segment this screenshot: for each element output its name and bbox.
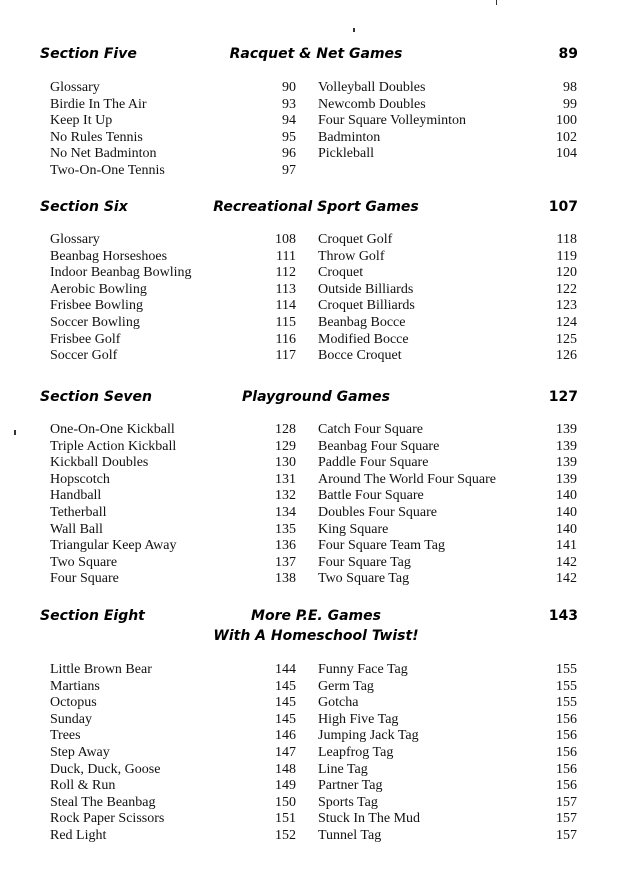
toc-row: [50, 472, 577, 489]
section-page-number: 89: [558, 46, 578, 62]
entry-title: Gotcha: [318, 695, 359, 711]
entry-page-number: 93: [282, 96, 296, 112]
toc-row: [50, 522, 577, 539]
entry-title: King Square: [318, 521, 389, 537]
entry-page-number: 155: [556, 662, 577, 677]
entry-page-number: 155: [556, 678, 577, 694]
entry-page-number: 151: [275, 811, 296, 827]
toc-row: [50, 455, 577, 472]
entry-page-number: 139: [556, 438, 577, 454]
entry-page-number: 97: [282, 162, 296, 178]
entry-page-number: 128: [275, 422, 296, 437]
entry-page-number: 123: [556, 298, 577, 314]
entry-title: Volleyball Doubles: [318, 80, 426, 95]
entry-page-number: 125: [556, 331, 577, 347]
entry-list: [50, 422, 577, 588]
entry-title: Soccer Bowling: [50, 314, 140, 330]
section-header: [40, 196, 578, 218]
section-title: Playground Games: [242, 389, 390, 405]
entry-title: Beanbag Four Square: [318, 438, 440, 454]
toc-row: [50, 113, 577, 130]
entry-title: Modified Bocce: [318, 331, 409, 347]
section-label: Section Seven: [40, 389, 152, 405]
entry-title: Partner Tag: [318, 778, 383, 794]
toc-row: [50, 679, 577, 696]
entry-page-number: 117: [275, 348, 296, 364]
toc-row: [50, 298, 577, 315]
entry-title: Croquet Billiards: [318, 298, 415, 314]
entry-page-number: 155: [556, 695, 577, 711]
section-header: [40, 386, 578, 408]
section-page-number: 143: [548, 608, 578, 624]
entry-page-number: 95: [282, 129, 296, 145]
entry-title: Rock Paper Scissors: [50, 811, 165, 827]
entry-title: Badminton: [318, 129, 381, 145]
entry-page-number: 108: [275, 232, 296, 247]
entry-page-number: 150: [275, 794, 296, 810]
toc-row: [50, 332, 577, 349]
toc-row: [50, 97, 577, 114]
entry-page-number: 102: [556, 129, 577, 145]
toc-row: [50, 538, 577, 555]
entry-page-number: 156: [556, 778, 577, 794]
entry-title: Line Tag: [318, 761, 368, 777]
entry-title: Little Brown Bear: [50, 662, 152, 677]
entry-page-number: 137: [275, 554, 296, 570]
entry-page-number: 122: [556, 281, 577, 297]
entry-title: Beanbag Horseshoes: [50, 248, 168, 264]
entry-page-number: 135: [275, 521, 296, 537]
entry-title: Indoor Beanbag Bowling: [50, 265, 192, 281]
entry-title: Paddle Four Square: [318, 455, 429, 471]
entry-page-number: 120: [556, 265, 577, 281]
entry-title: Around The World Four Square: [318, 471, 497, 487]
entry-page-number: 146: [275, 728, 296, 744]
entry-title: Kickball Doubles: [50, 455, 149, 471]
entry-title: One-On-One Kickball: [50, 422, 175, 437]
entry-page-number: 90: [282, 80, 296, 95]
entry-page-number: 139: [556, 471, 577, 487]
section-label: Section Five: [40, 46, 137, 62]
entry-page-number: 145: [275, 711, 296, 727]
entry-page-number: 139: [556, 455, 577, 471]
entry-title: Croquet: [318, 265, 364, 281]
entry-title: Soccer Golf: [50, 348, 118, 364]
entry-page-number: 129: [275, 438, 296, 454]
section-title: Recreational Sport Games: [213, 199, 419, 215]
entry-title: Four Square Team Tag: [318, 538, 445, 554]
entry-page-number: 100: [556, 113, 577, 129]
entry-page-number: 138: [275, 571, 296, 587]
toc-row: [50, 728, 577, 745]
scan-speck: [496, 0, 497, 5]
section-label: Section Eight: [40, 608, 145, 624]
entry-page-number: 157: [556, 811, 577, 827]
entry-title: Triangular Keep Away: [50, 538, 177, 554]
entry-title: Hopscotch: [50, 471, 110, 487]
entry-title: Frisbee Bowling: [50, 298, 143, 314]
entry-page-number: 157: [556, 827, 577, 843]
toc-row: [50, 163, 577, 180]
entry-page-number: 96: [282, 146, 296, 162]
entry-page-number: 142: [556, 571, 577, 587]
toc-row: [50, 795, 577, 812]
entry-page-number: 119: [556, 248, 577, 264]
entry-title: Germ Tag: [318, 678, 374, 694]
entry-list: [50, 662, 577, 845]
entry-title: Keep It Up: [50, 113, 113, 129]
toc-row: [50, 232, 577, 249]
entry-title: Jumping Jack Tag: [318, 728, 419, 744]
section-label: Section Six: [40, 199, 128, 215]
entry-page-number: 130: [275, 455, 296, 471]
entry-title: Triple Action Kickball: [50, 438, 177, 454]
entry-page-number: 145: [275, 695, 296, 711]
entry-page-number: 113: [275, 281, 296, 297]
entry-title: Tunnel Tag: [318, 827, 382, 843]
toc-row: [50, 571, 577, 588]
toc-row: [50, 348, 577, 365]
entry-title: Catch Four Square: [318, 422, 423, 437]
entry-page-number: 140: [556, 504, 577, 520]
toc-row: [50, 811, 577, 828]
toc-row: [50, 422, 577, 439]
entry-page-number: 156: [556, 728, 577, 744]
entry-title: Tetherball: [50, 504, 107, 520]
scan-speck: [14, 430, 16, 435]
entry-title: Two-On-One Tennis: [50, 162, 165, 178]
entry-title: Four Square: [50, 571, 119, 587]
section-header: [40, 43, 578, 65]
entry-title: Four Square Tag: [318, 554, 411, 570]
entry-page-number: 141: [556, 538, 577, 554]
entry-title: Trees: [50, 728, 81, 744]
entry-title: Beanbag Bocce: [318, 314, 406, 330]
entry-page-number: 140: [556, 521, 577, 537]
entry-page-number: 131: [275, 471, 296, 487]
entry-page-number: 104: [556, 146, 577, 162]
toc-row: [50, 555, 577, 572]
entry-page-number: 98: [563, 80, 577, 95]
entry-title: No Rules Tennis: [50, 129, 143, 145]
toc-row: [50, 828, 577, 845]
entry-page-number: 145: [275, 678, 296, 694]
entry-title: Red Light: [50, 827, 107, 843]
toc-row: [50, 249, 577, 266]
toc-row: [50, 130, 577, 147]
entry-title: Glossary: [50, 232, 100, 247]
toc-row: [50, 315, 577, 332]
entry-page-number: 156: [556, 761, 577, 777]
entry-title: Two Square Tag: [318, 571, 410, 587]
entry-page-number: 126: [556, 348, 577, 364]
entry-title: Outside Billiards: [318, 281, 414, 297]
entry-page-number: 124: [556, 314, 577, 330]
entry-page-number: 116: [275, 331, 296, 347]
entry-page-number: 156: [556, 711, 577, 727]
entry-title: Newcomb Doubles: [318, 96, 426, 112]
entry-page-number: 111: [276, 248, 296, 264]
entry-list: [50, 80, 577, 180]
section-page-number: 107: [548, 199, 578, 215]
entry-title: Four Square Volleyminton: [318, 113, 467, 129]
toc-row: [50, 662, 577, 679]
entry-title: Battle Four Square: [318, 488, 424, 504]
entry-title: Octopus: [50, 695, 97, 711]
entry-title: Birdie In The Air: [50, 96, 147, 112]
entry-title: Steal The Beanbag: [50, 794, 156, 810]
entry-page-number: 112: [275, 265, 296, 281]
entry-title: Stuck In The Mud: [318, 811, 421, 827]
entry-page-number: 114: [275, 298, 296, 314]
toc-row: [50, 745, 577, 762]
entry-title: Bocce Croquet: [318, 348, 402, 364]
entry-title: Croquet Golf: [318, 232, 393, 247]
entry-page-number: 99: [563, 96, 577, 112]
toc-row: [50, 762, 577, 779]
entry-page-number: 142: [556, 554, 577, 570]
entry-title: Duck, Duck, Goose: [50, 761, 161, 777]
entry-title: Pickleball: [318, 146, 374, 162]
section-header: [40, 605, 578, 644]
entry-page-number: 149: [275, 778, 296, 794]
entry-title: Wall Ball: [50, 521, 103, 537]
section-title: More P.E. Games: [251, 608, 381, 624]
entry-page-number: 139: [556, 422, 577, 437]
toc-row: [50, 695, 577, 712]
entry-list: [50, 232, 577, 365]
entry-title: Step Away: [50, 744, 110, 760]
section-page-number: 127: [548, 389, 578, 405]
entry-title: Martians: [50, 678, 100, 694]
entry-page-number: 156: [556, 744, 577, 760]
entry-title: Roll & Run: [50, 778, 116, 794]
entry-page-number: 147: [275, 744, 296, 760]
section-title: Racquet & Net Games: [229, 46, 403, 62]
entry-page-number: 118: [556, 232, 577, 247]
entry-page-number: 115: [275, 314, 296, 330]
toc-row: [50, 505, 577, 522]
entry-title: Funny Face Tag: [318, 662, 408, 677]
toc-row: [50, 488, 577, 505]
entry-title: Aerobic Bowling: [50, 281, 147, 297]
toc-row: [50, 265, 577, 282]
scan-speck: [353, 28, 355, 32]
toc-row: [50, 146, 577, 163]
entry-title: Two Square: [50, 554, 118, 570]
section-title-line-2: With A Homeschool Twist!: [213, 628, 419, 644]
entry-page-number: 134: [275, 504, 296, 520]
entry-page-number: 148: [275, 761, 296, 777]
entry-page-number: 132: [275, 488, 296, 504]
entry-title: Throw Golf: [318, 248, 385, 264]
toc-row: [50, 712, 577, 729]
entry-page-number: 144: [275, 662, 296, 677]
entry-title: Handball: [50, 488, 102, 504]
entry-page-number: 136: [275, 538, 296, 554]
entry-title: Leapfrog Tag: [318, 744, 394, 760]
entry-title: No Net Badminton: [50, 146, 157, 162]
toc-row: [50, 778, 577, 795]
toc-row: [50, 282, 577, 299]
toc-row: [50, 439, 577, 456]
toc-row: [50, 80, 577, 97]
entry-page-number: 157: [556, 794, 577, 810]
entry-page-number: 140: [556, 488, 577, 504]
entry-title: Sports Tag: [318, 794, 378, 810]
entry-page-number: 152: [275, 827, 296, 843]
entry-title: Frisbee Golf: [50, 331, 121, 347]
entry-title: Doubles Four Square: [318, 504, 437, 520]
entry-title: Glossary: [50, 80, 100, 95]
entry-page-number: 94: [282, 113, 296, 129]
entry-title: Sunday: [50, 711, 92, 727]
entry-title: High Five Tag: [318, 711, 399, 727]
